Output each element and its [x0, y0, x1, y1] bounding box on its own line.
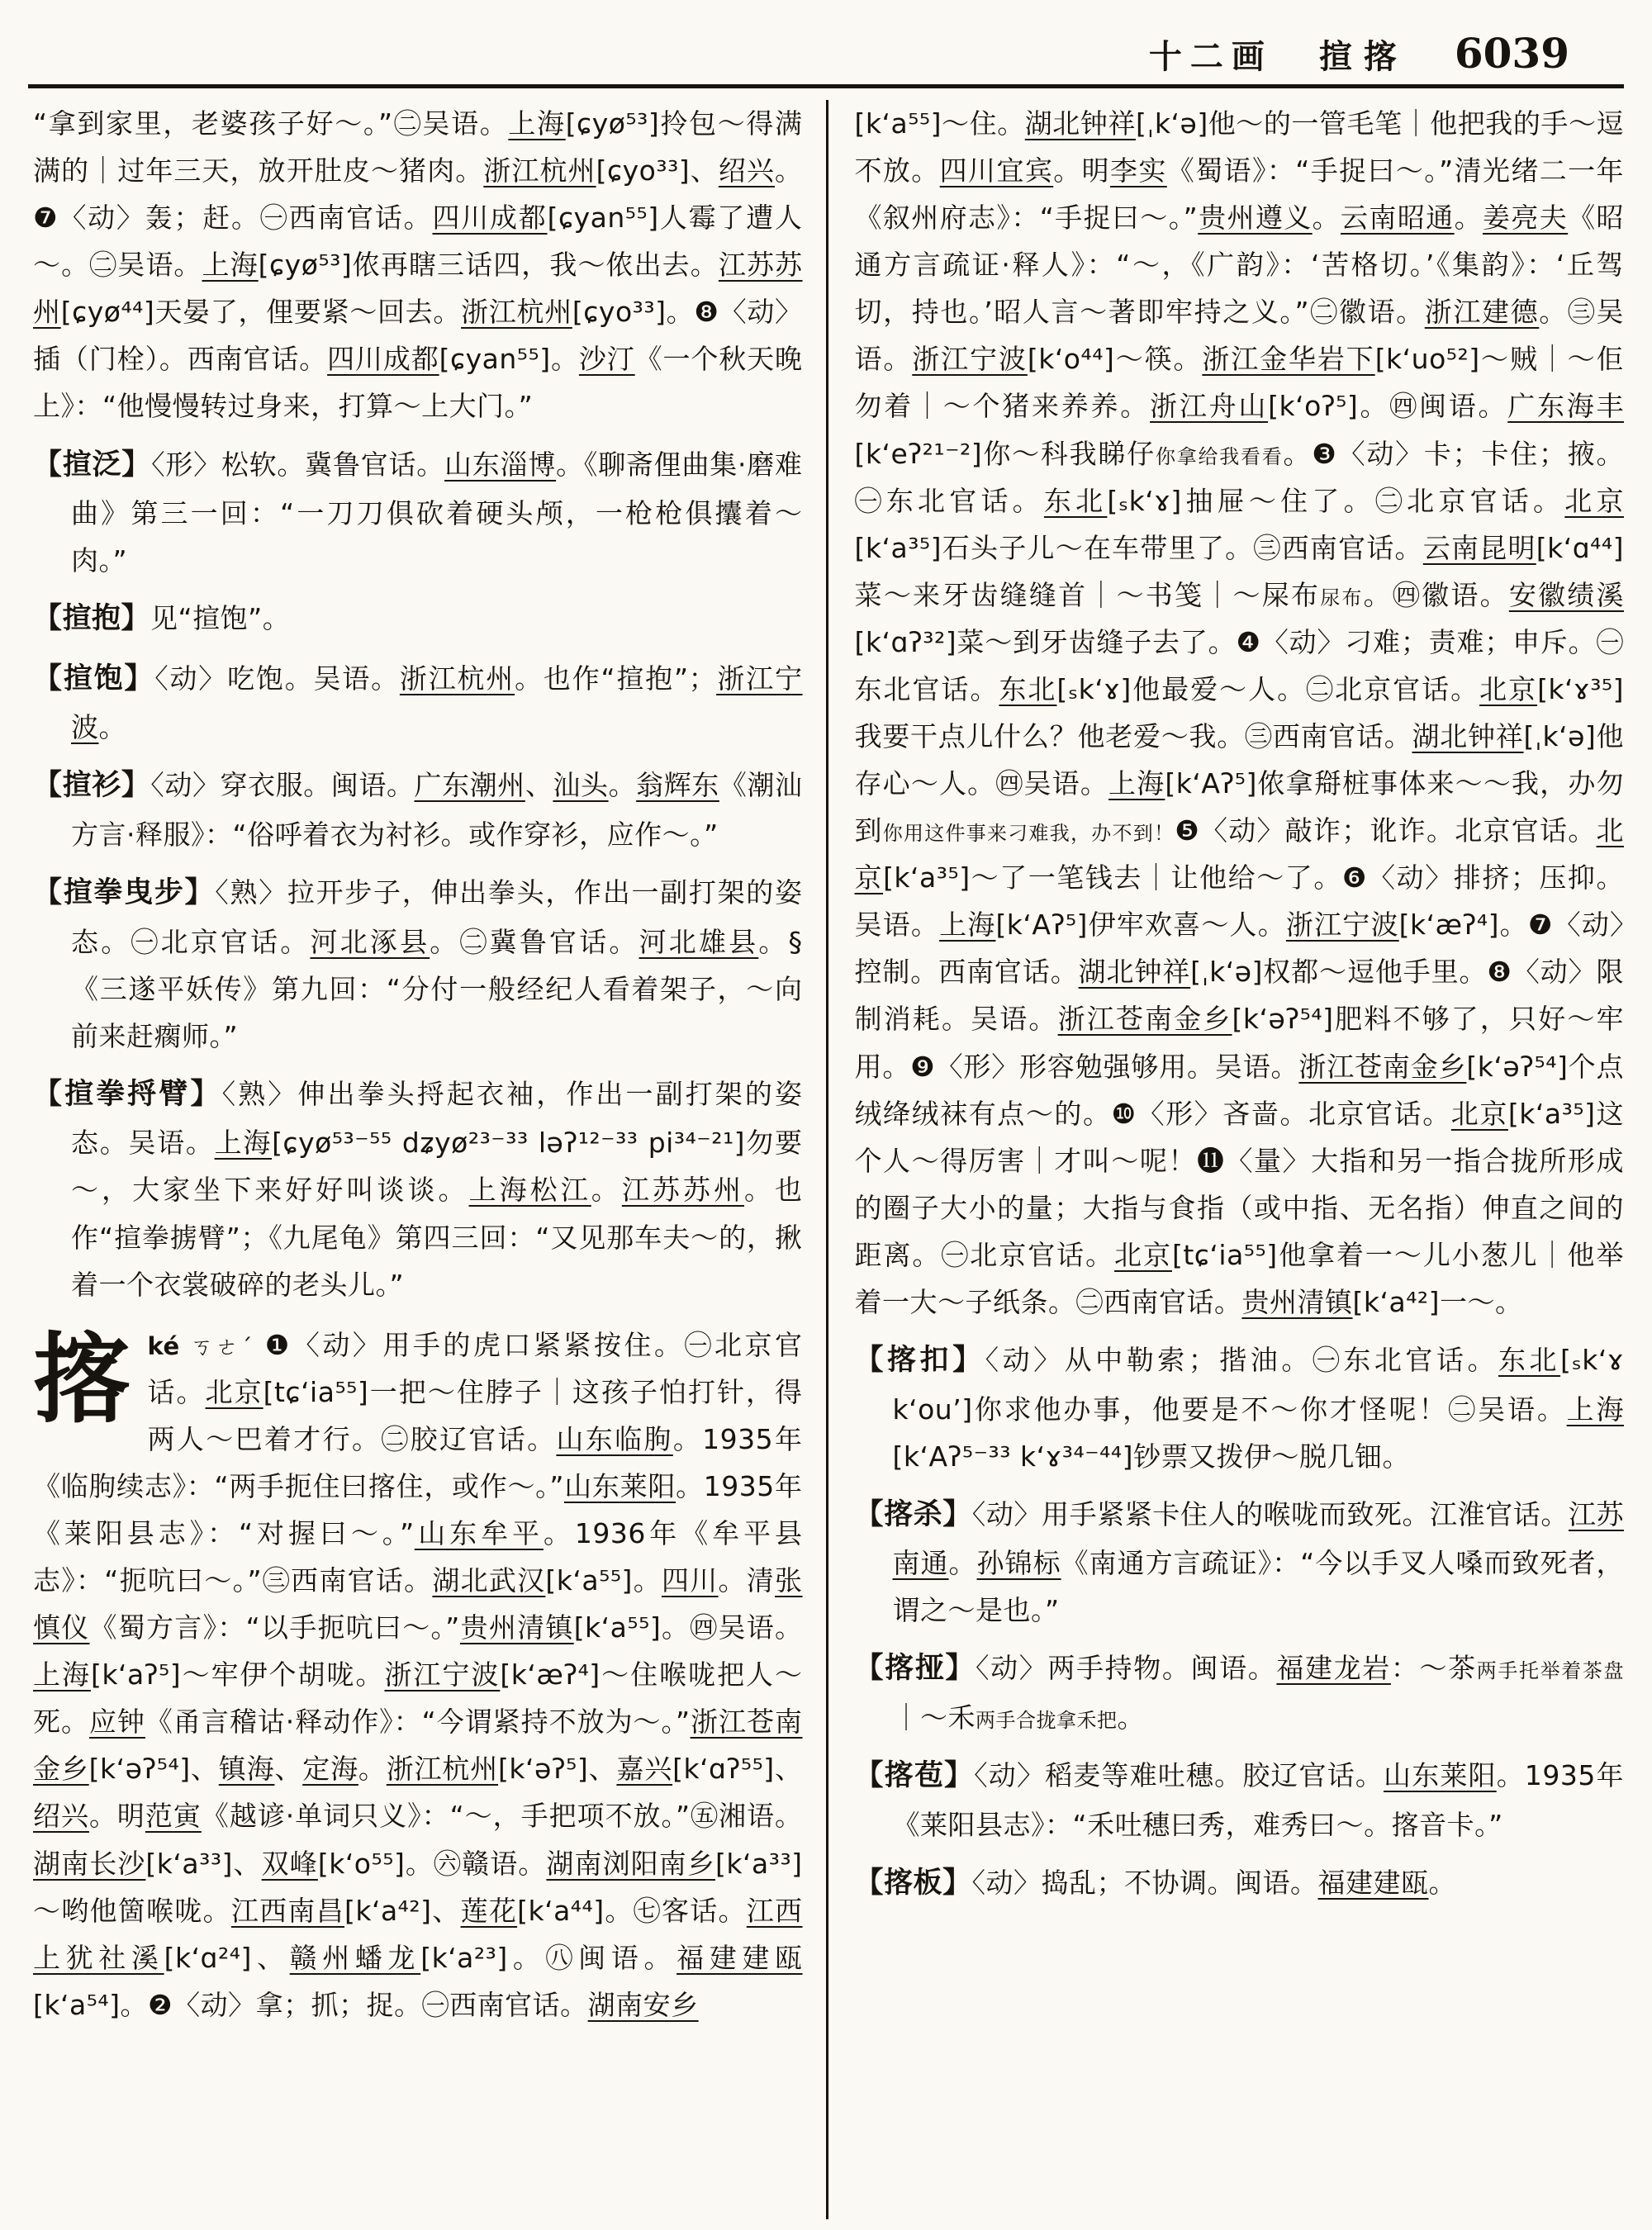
entry-body: 〈动〉穿衣服。闽语。广东潮州、汕头。翁辉东《潮汕方言·释服》：“俗呼着衣为衬衫。或作穿衫，应作～。”: [71, 769, 803, 851]
entry-body: 〈形〉松软。冀鲁官话。山东淄博。《聊斋俚曲集·磨难曲》第三一回：“一刀刀俱砍着硬头颅，一枪枪俱攮着～肉。”: [71, 448, 803, 577]
entry-headword: 【揎衫】: [33, 769, 151, 803]
page-header: [0, 0, 1652, 78]
entry-body: 〈动〉稻麦等难吐穗。胶辽官话。山东莱阳。1935年《莱阳县志》：“禾吐穗曰秀，难秀曰～。揢音卡。”: [892, 1759, 1624, 1841]
dict-entry: [855, 1490, 1625, 1635]
zhuyin-label: ㄎㄜˊ: [188, 1334, 255, 1360]
left-column: [33, 100, 826, 2219]
dict-entry: [33, 440, 803, 585]
entry-headword: 【揎拳曳步】: [33, 876, 216, 910]
text-columns: [0, 88, 1652, 2219]
dict-entry: [33, 761, 803, 858]
continuation-paragraph: [kʻa⁵⁵]～住。湖北钟祥[ˌkʻə]他～的一管毛笔｜他把我的手～逗不放。四川宜宾。明李实《蜀语》：“手捉曰～。”清光绪二一年《叙州府志》：“手捉曰～。”贵州遵义。云南昭通。姜亮夫《昭通方言疏证·释人》：“～，《广韵》：‘苦格切。’《集韵》：‘丘驾切，持也。’昭人言～著即牢持之义。”㊁徽语。浙江建德。㊂吴语。浙江宁波[kʻo⁴⁴]～筷。浙江金华岩下[kʻuo⁵²]～贼｜～佢勿着｜～个猪来养养。浙江舟山[kʻoʔ⁵]。㊃闽语。广东海丰[kʻeʔ²¹⁻²]你～科我睇仔你拿给我看看。❸〈动〉卡；卡住；掖。㊀东北官话。东北[ₛkʻɤ]抽屉～住了。㊁北京官话。北京[kʻa³⁵]石头子儿～在车带里了。㊂西南官话。云南昆明[kʻɑ⁴⁴]菜～来牙齿缝缝首｜～书笺｜～屎布尿布。㊃徽语。安徽绩溪[kʻɑʔ³²]菜～到牙齿缝子去了。❹〈动〉刁难；责难；申斥。㊀东北官话。东北[ₛkʻɤ]他最爱～人。㊁北京官话。北京[kʻɤ³⁵]我要干点儿什么？他老爱～我。㊂西南官话。湖北钟祥[ˌkʻə]他存心～人。㊃吴语。上海[kʻAʔ⁵]侬拿搿桩事体来～～我，办勿到你用这件事来刁难我，办不到！❺〈动〉敲诈；讹诈。北京官话。北京[kʻa³⁵]～了一笔钱去｜让他给～了。❻〈动〉排挤；压抑。吴语。上海[kʻAʔ⁵]伊牢欢喜～人。浙江宁波[kʻæʔ⁴]。❼〈动〉控制。西南官话。湖北钟祥[ˌkʻə]权都～逗他手里。❽〈动〉限制消耗。吴语。浙江苍南金乡[kʻəʔ⁵⁴]肥料不够了，只好～牢用。❾〈形〉形容勉强够用。吴语。浙江苍南金乡[kʻəʔ⁵⁴]个点绒绛绒袜有点～的。❿〈形〉吝啬。北京官话。北京[kʻa³⁵]这个人～得厉害｜才叫～呢！⓫〈量〉大指和另一指合拢所形成的圈子大小的量；大指与食指（或中指、无名指）伸直之间的距离。㊀北京官话。北京[tɕʻia⁵⁵]他拿着一～儿小葱儿｜他举着一大～子纸条。㊁西南官话。贵州清镇[kʻa⁴²]一～。: [854, 107, 1625, 1318]
entry-body: 见“揎饱”。: [150, 602, 291, 635]
dict-entry: [855, 1644, 1625, 1741]
pronunciation: [148, 1332, 255, 1360]
entry-headword: 【揎泛】: [33, 448, 152, 482]
entry-body: 〈动〉从中勒索；揩油。㊀东北官话。东北[ₛkʻɤ kʻouʼ]你求他办事，他要是不～你才怪呢！㊁吴语。上海[kʻAʔ⁵⁻³³ kʻɤ³⁴⁻⁴⁴]钞票又拨伊～脱几钿。: [892, 1344, 1624, 1473]
dict-entry: [33, 654, 803, 752]
entry-body: 〈动〉捣乱；不协调。闽语。福建建瓯。: [971, 1866, 1457, 1899]
page-number: 6039: [1454, 29, 1569, 78]
head-character: 揢: [33, 1321, 131, 1436]
dict-entry: [855, 1858, 1625, 1909]
right-column: [826, 100, 1625, 2219]
entry-headword: 【揢杀】: [854, 1497, 972, 1531]
stroke-count-label: 十二画: [1148, 38, 1273, 76]
dict-entry: [33, 868, 803, 1060]
pinyin-label: ké: [147, 1331, 180, 1360]
entry-body: 〈动〉两手持物。闽语。福建龙岩：～茶两手托举着茶盘｜～禾两手合拢拿禾把。: [892, 1652, 1624, 1734]
dict-entry: [33, 1070, 803, 1308]
entry-headword: 【揢挜】: [854, 1652, 976, 1686]
entry-body: 〈熟〉伸出拳头捋起衣袖，作出一副打架的姿态。吴语。上海[ɕyø⁵³⁻⁵⁵ dʑyø²³⁻³³ ləʔ¹²⁻³³ pi³⁴⁻²¹]勿要～，大家坐下来好好叫谈谈。上海松江。江苏苏州。也作“揎拳掳臂”；《九尾龟》第四三回：“又见那车夫～的，揪着一个衣裳破碎的老头儿。”: [71, 1077, 803, 1301]
continuation-paragraph: “拿到家里，老婆孩子好～。”㊁吴语。上海[ɕyø⁵³]拎包～得满满的｜过年三天，放开肚皮～猪肉。浙江杭州[ɕyo³³]、绍兴。❼〈动〉轰；赶。㊀西南官话。四川成都[ɕyan⁵⁵]人霉了遭人～。㊁吴语。上海[ɕyø⁵³]侬再瞎三话四，我～侬出去。江苏苏州[ɕyø⁴⁴]天晏了，俚要紧～回去。浙江杭州[ɕyo³³]。❽〈动〉插（门栓）。西南官话。四川成都[ɕyan⁵⁵]。沙汀《一个秋天晚上》：“他慢慢转过身来，打算～上大门。”: [33, 107, 803, 423]
entry-headword: 【揢扣】: [854, 1344, 985, 1378]
entry-body: 〈熟〉拉开步子，伸出拳头，作出一副打架的姿态。㊀北京官话。河北涿县。㊁冀鲁官话。河北雄县。§《三遂平妖传》第九回：“分付一般经纪人看着架子，～向前来赶瘸师。”: [71, 876, 803, 1052]
head-character-body: ❶〈动〉用手的虎口紧紧按住。㊀北京官话。北京[tɕʻia⁵⁵]一把～住脖子｜这孩子怕打针，得两人～巴着才行。㊁胶辽官话。山东临朐。1935年《临朐续志》：“两手扼住曰揢住，或作～。”山东莱阳。1935年《莱阳县志》：“对握曰～。”山东牟平。1936年《牟平县志》：“扼吭曰～。”㊂西南官话。湖北武汉[kʻa⁵⁵]。四川。清张慎仪《蜀方言》：“以手扼吭曰～。”贵州清镇[kʻa⁵⁵]。㊃吴语。上海[kʻaʔ⁵]～牢伊个胡咙。浙江宁波[kʻæʔ⁴]～住喉咙把人～死。应钟《甬言稽诂·释动作》：“今谓紧持不放为～。”浙江苍南金乡[kʻəʔ⁵⁴]、镇海、定海。浙江杭州[kʻəʔ⁵]、嘉兴[kʻɑʔ⁵⁵]、绍兴。明范寅《越谚·单词只义》：“～，手把项不放。”㊄湘语。湖南长沙[kʻa³³]、双峰[kʻo⁵⁵]。㊅赣语。湖南浏阳南乡[kʻa³³]～哟他箇喉咙。江西南昌[kʻa⁴²]、莲花[kʻa⁴⁴]。㊆客话。江西上犹社溪[kʻɑ²⁴]、赣州蟠龙[kʻa²³]。㊇闽语。福建建瓯[kʻa⁵⁴]。❷〈动〉拿；抓；捉。㊀西南官话。湖南安乡: [33, 1328, 803, 2021]
entry-body: 〈动〉吃饱。吴语。浙江杭州。也作“揎抱”；浙江宁波。: [71, 662, 803, 744]
dict-entry: [33, 594, 803, 644]
guide-characters-label: 揎揢: [1318, 38, 1408, 76]
entry-headword: 【揢板】: [854, 1866, 972, 1900]
entry-headword: 【揎饱】: [33, 662, 155, 695]
header-right-group: [1149, 29, 1602, 78]
entry-headword: 【揎抱】: [33, 602, 151, 636]
entry-headword: 【揎拳捋臂】: [33, 1077, 222, 1111]
dict-entry: [855, 1336, 1625, 1480]
dict-entry: [855, 1751, 1625, 1848]
entry-body: 〈动〉用手紧紧卡住人的喉咙而致死。江淮官话。江苏南通。孙锦标《南通方言疏证》：“今以手叉人嗓而致死者，谓之～是也。”: [892, 1497, 1624, 1627]
entry-headword: 【揢苞】: [854, 1759, 975, 1793]
head-character-entry: [33, 1321, 803, 2028]
